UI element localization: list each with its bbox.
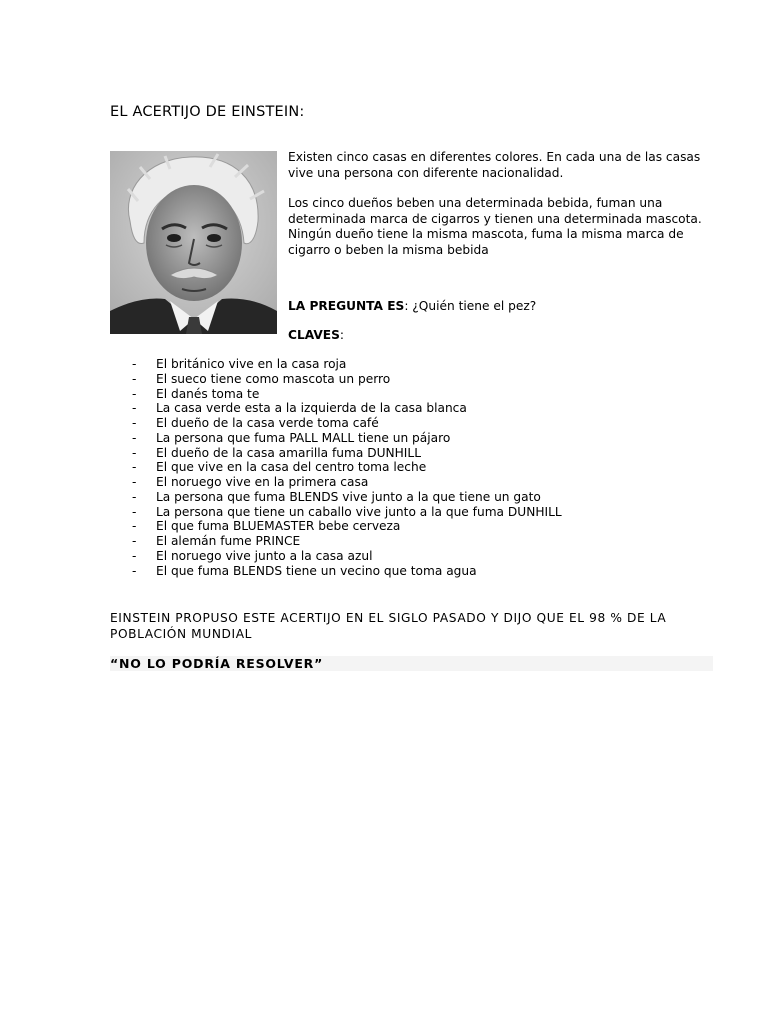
bullet-dash: - [132,563,137,578]
list-item [110,490,562,505]
list-item [110,534,562,549]
clue-text: El sueco tiene como mascota un perro [156,371,391,386]
clue-text: La persona que fuma BLENDS vive junto a la que tiene un gato [156,489,541,504]
clue-text: El dueño de la casa verde toma café [156,416,379,430]
clue-text: El danés toma te [156,386,260,401]
clue-text: El noruego vive en la primera casa [156,475,369,489]
bullet-dash: - [132,357,137,371]
clue-text: El que fuma BLUEMASTER bebe cerveza [156,519,401,534]
list-item [110,387,562,402]
clue-text: El que fuma BLENDS tiene un vecino que toma agua [156,563,477,578]
einstein-portrait-image [110,151,277,334]
intro-paragraph: Existen cinco casas en diferentes colores. En cada una de las casas vive una persona con diferente nacionalidad. [288,150,701,180]
bullet-dash: - [132,534,137,548]
question-line [288,298,536,314]
intro-paragraph: Los cinco dueños beben una determinada bebida, fuman una determinada marca de cigarros y tienen una determinada mascota. Ningún dueño tiene la misma mascota, fuma la misma marca de cigarro o beben la misma bebida [288,196,702,257]
bullet-dash: - [132,504,137,519]
question-label: LA PREGUNTA ES [288,299,405,313]
einstein-portrait-icon [110,151,277,334]
bullet-dash: - [132,475,137,489]
clue-text: El británico vive en la casa roja [156,357,347,371]
list-item [110,505,562,520]
bullet-dash: - [132,445,137,460]
clue-text: El que vive en la casa del centro toma leche [156,460,427,475]
question-text: : ¿Quién tiene el pez? [404,299,537,313]
clues-heading [288,327,344,343]
clue-text: La persona que tiene un caballo vive junto a la que fuma DUNHILL [156,504,562,519]
footer-text: EINSTEIN PROPUSO ESTE ACERTIJO EN EL SIGLO PASADO Y DIJO QUE EL 98 % DE LA POBLACIÓN MUNDIAL [110,611,667,641]
clue-text: La persona que fuma PALL MALL tiene un pájaro [156,430,451,445]
list-item [110,372,562,387]
clues-label: CLAVES [288,328,340,342]
clue-text: La casa verde esta a la izquierda de la casa blanca [156,401,467,416]
bullet-dash: - [132,430,137,445]
clue-text: El dueño de la casa amarilla fuma DUNHILL [156,445,421,460]
clues-colon: : [339,328,344,342]
list-item [110,431,562,446]
list-item [110,446,562,461]
bullet-dash: - [132,386,137,401]
list-item [110,519,562,534]
bullet-dash: - [132,548,137,563]
bullet-dash: - [132,416,137,430]
bullet-dash: - [132,489,137,504]
list-item [110,564,562,579]
bullet-dash: - [132,371,137,386]
list-item [110,549,562,564]
clues-list [110,357,562,578]
clue-text: El alemán fume PRINCE [156,534,301,548]
page-title: EL ACERTIJO DE EINSTEIN: [110,104,305,120]
bullet-dash: - [132,519,137,534]
list-item [110,460,562,475]
list-item [110,401,562,416]
list-item [110,416,562,431]
closing-quote: “NO LO PODRÍA RESOLVER” [110,656,713,671]
list-item [110,475,562,490]
clue-text: El noruego vive junto a la casa azul [156,548,373,563]
intro-text [288,150,718,258]
bullet-dash: - [132,460,137,475]
list-item [110,357,562,372]
bullet-dash: - [132,401,137,416]
